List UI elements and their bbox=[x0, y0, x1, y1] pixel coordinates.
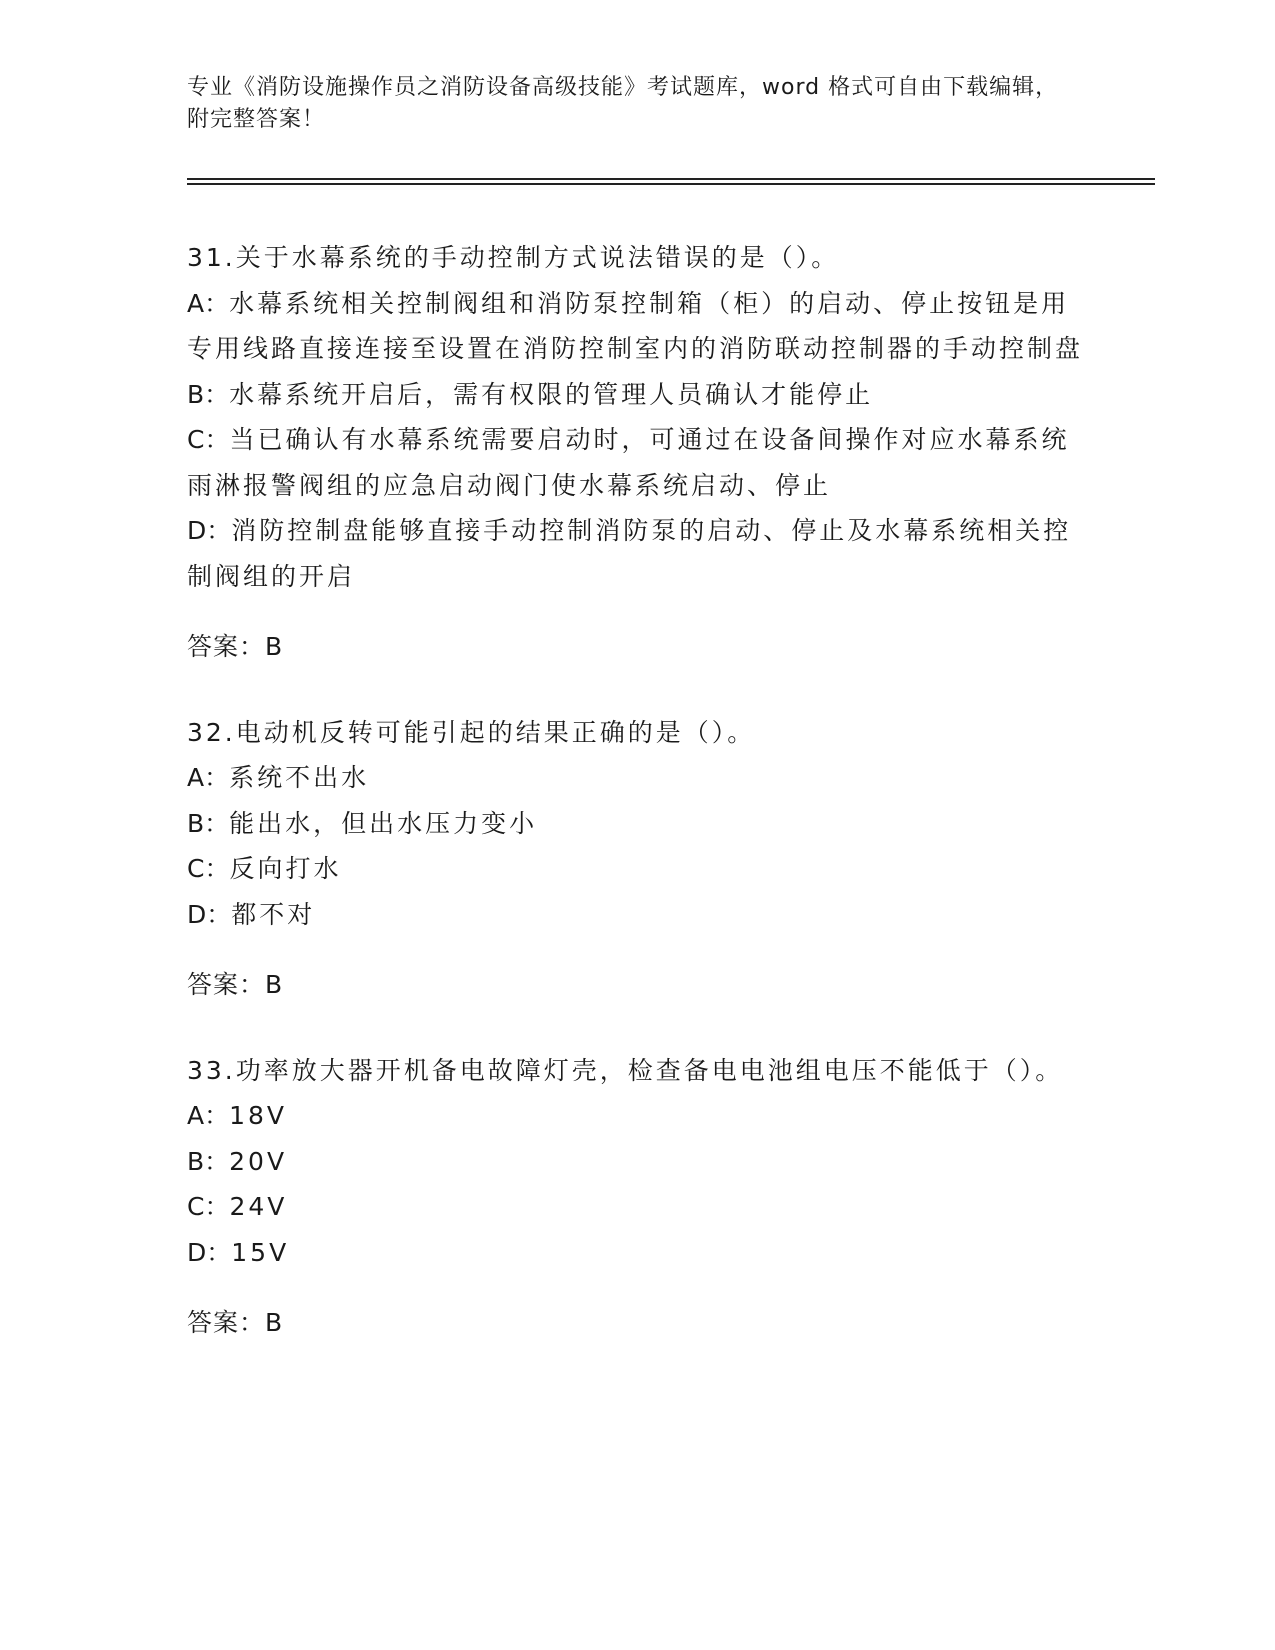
question-32 bbox=[187, 710, 1087, 1008]
option-key: D： bbox=[187, 516, 232, 545]
option-text: 都不对 bbox=[231, 899, 316, 929]
question-stem: 31.关于水幕系统的手动控制方式说法错误的是（）。 bbox=[187, 243, 840, 272]
option-d bbox=[187, 892, 1087, 938]
option-key: D： bbox=[187, 1237, 232, 1267]
option-d bbox=[187, 508, 1087, 599]
option-text: 18V bbox=[229, 1101, 288, 1130]
option-text: 能出水，但出水压力变小 bbox=[229, 808, 538, 838]
option-c bbox=[187, 417, 1087, 508]
question-stem: 33.功率放大器开机备电故障灯壳，检查备电电池组电压不能低于（）。 bbox=[187, 1055, 1064, 1085]
option-text: 水幕系统相关控制阀组和消防泵控制箱（柜）的启动、停止按钮是用专用线路直接连接至设置在消防控制室内的消防联动控制器的手动控制盘 bbox=[187, 288, 1084, 363]
option-d bbox=[187, 1230, 1087, 1276]
option-text: 水幕系统开启后，需有权限的管理人员确认才能停止 bbox=[229, 379, 874, 409]
option-text: 当已确认有水幕系统需要启动时，可通过在设备间操作对应水幕系统雨淋报警阀组的应急启动阀门使水幕系统启动、停止 bbox=[187, 425, 1070, 500]
header-divider-bottom bbox=[187, 183, 1155, 185]
answer-value: B bbox=[265, 1308, 284, 1337]
option-key: B： bbox=[187, 808, 230, 838]
answer-value: B bbox=[265, 632, 284, 661]
option-b bbox=[187, 372, 1087, 418]
answer-line bbox=[187, 962, 1087, 1008]
answer-label: 答案： bbox=[187, 632, 266, 661]
question-33 bbox=[187, 1048, 1087, 1346]
option-text: 24V bbox=[229, 1192, 288, 1221]
option-key: B： bbox=[187, 1146, 230, 1176]
question-31 bbox=[187, 235, 1087, 670]
option-text: 15V bbox=[231, 1237, 290, 1267]
option-text: 反向打水 bbox=[229, 854, 342, 883]
answer-label: 答案： bbox=[187, 970, 266, 999]
answer-value: B bbox=[265, 970, 284, 999]
option-key: A： bbox=[187, 1101, 230, 1130]
option-key: C： bbox=[187, 425, 230, 454]
document-header: 专业《消防设施操作员之消防设备高级技能》考试题库，word 格式可自由下载编辑，附完整答案！ bbox=[187, 75, 1059, 132]
answer-line bbox=[187, 1300, 1087, 1346]
option-key: A： bbox=[187, 763, 230, 792]
option-a bbox=[187, 755, 1087, 801]
option-key: D： bbox=[187, 899, 232, 929]
option-key: B： bbox=[187, 379, 230, 409]
option-text: 系统不出水 bbox=[229, 763, 370, 792]
option-b bbox=[187, 801, 1087, 847]
option-key: C： bbox=[187, 1192, 230, 1221]
option-b bbox=[187, 1139, 1087, 1185]
question-list bbox=[187, 235, 1087, 1386]
option-a bbox=[187, 1093, 1087, 1139]
option-c bbox=[187, 1184, 1087, 1230]
option-text: 消防控制盘能够直接手动控制消防泵的启动、停止及水幕系统相关控制阀组的开启 bbox=[187, 516, 1072, 591]
option-key: C： bbox=[187, 854, 230, 883]
option-key: A： bbox=[187, 288, 230, 318]
question-stem: 32.电动机反转可能引起的结果正确的是（）。 bbox=[187, 717, 756, 747]
option-a bbox=[187, 281, 1087, 372]
answer-line bbox=[187, 624, 1087, 670]
header-divider-top bbox=[187, 178, 1155, 180]
option-c bbox=[187, 846, 1087, 892]
answer-label: 答案： bbox=[187, 1308, 266, 1337]
option-text: 20V bbox=[229, 1146, 288, 1176]
